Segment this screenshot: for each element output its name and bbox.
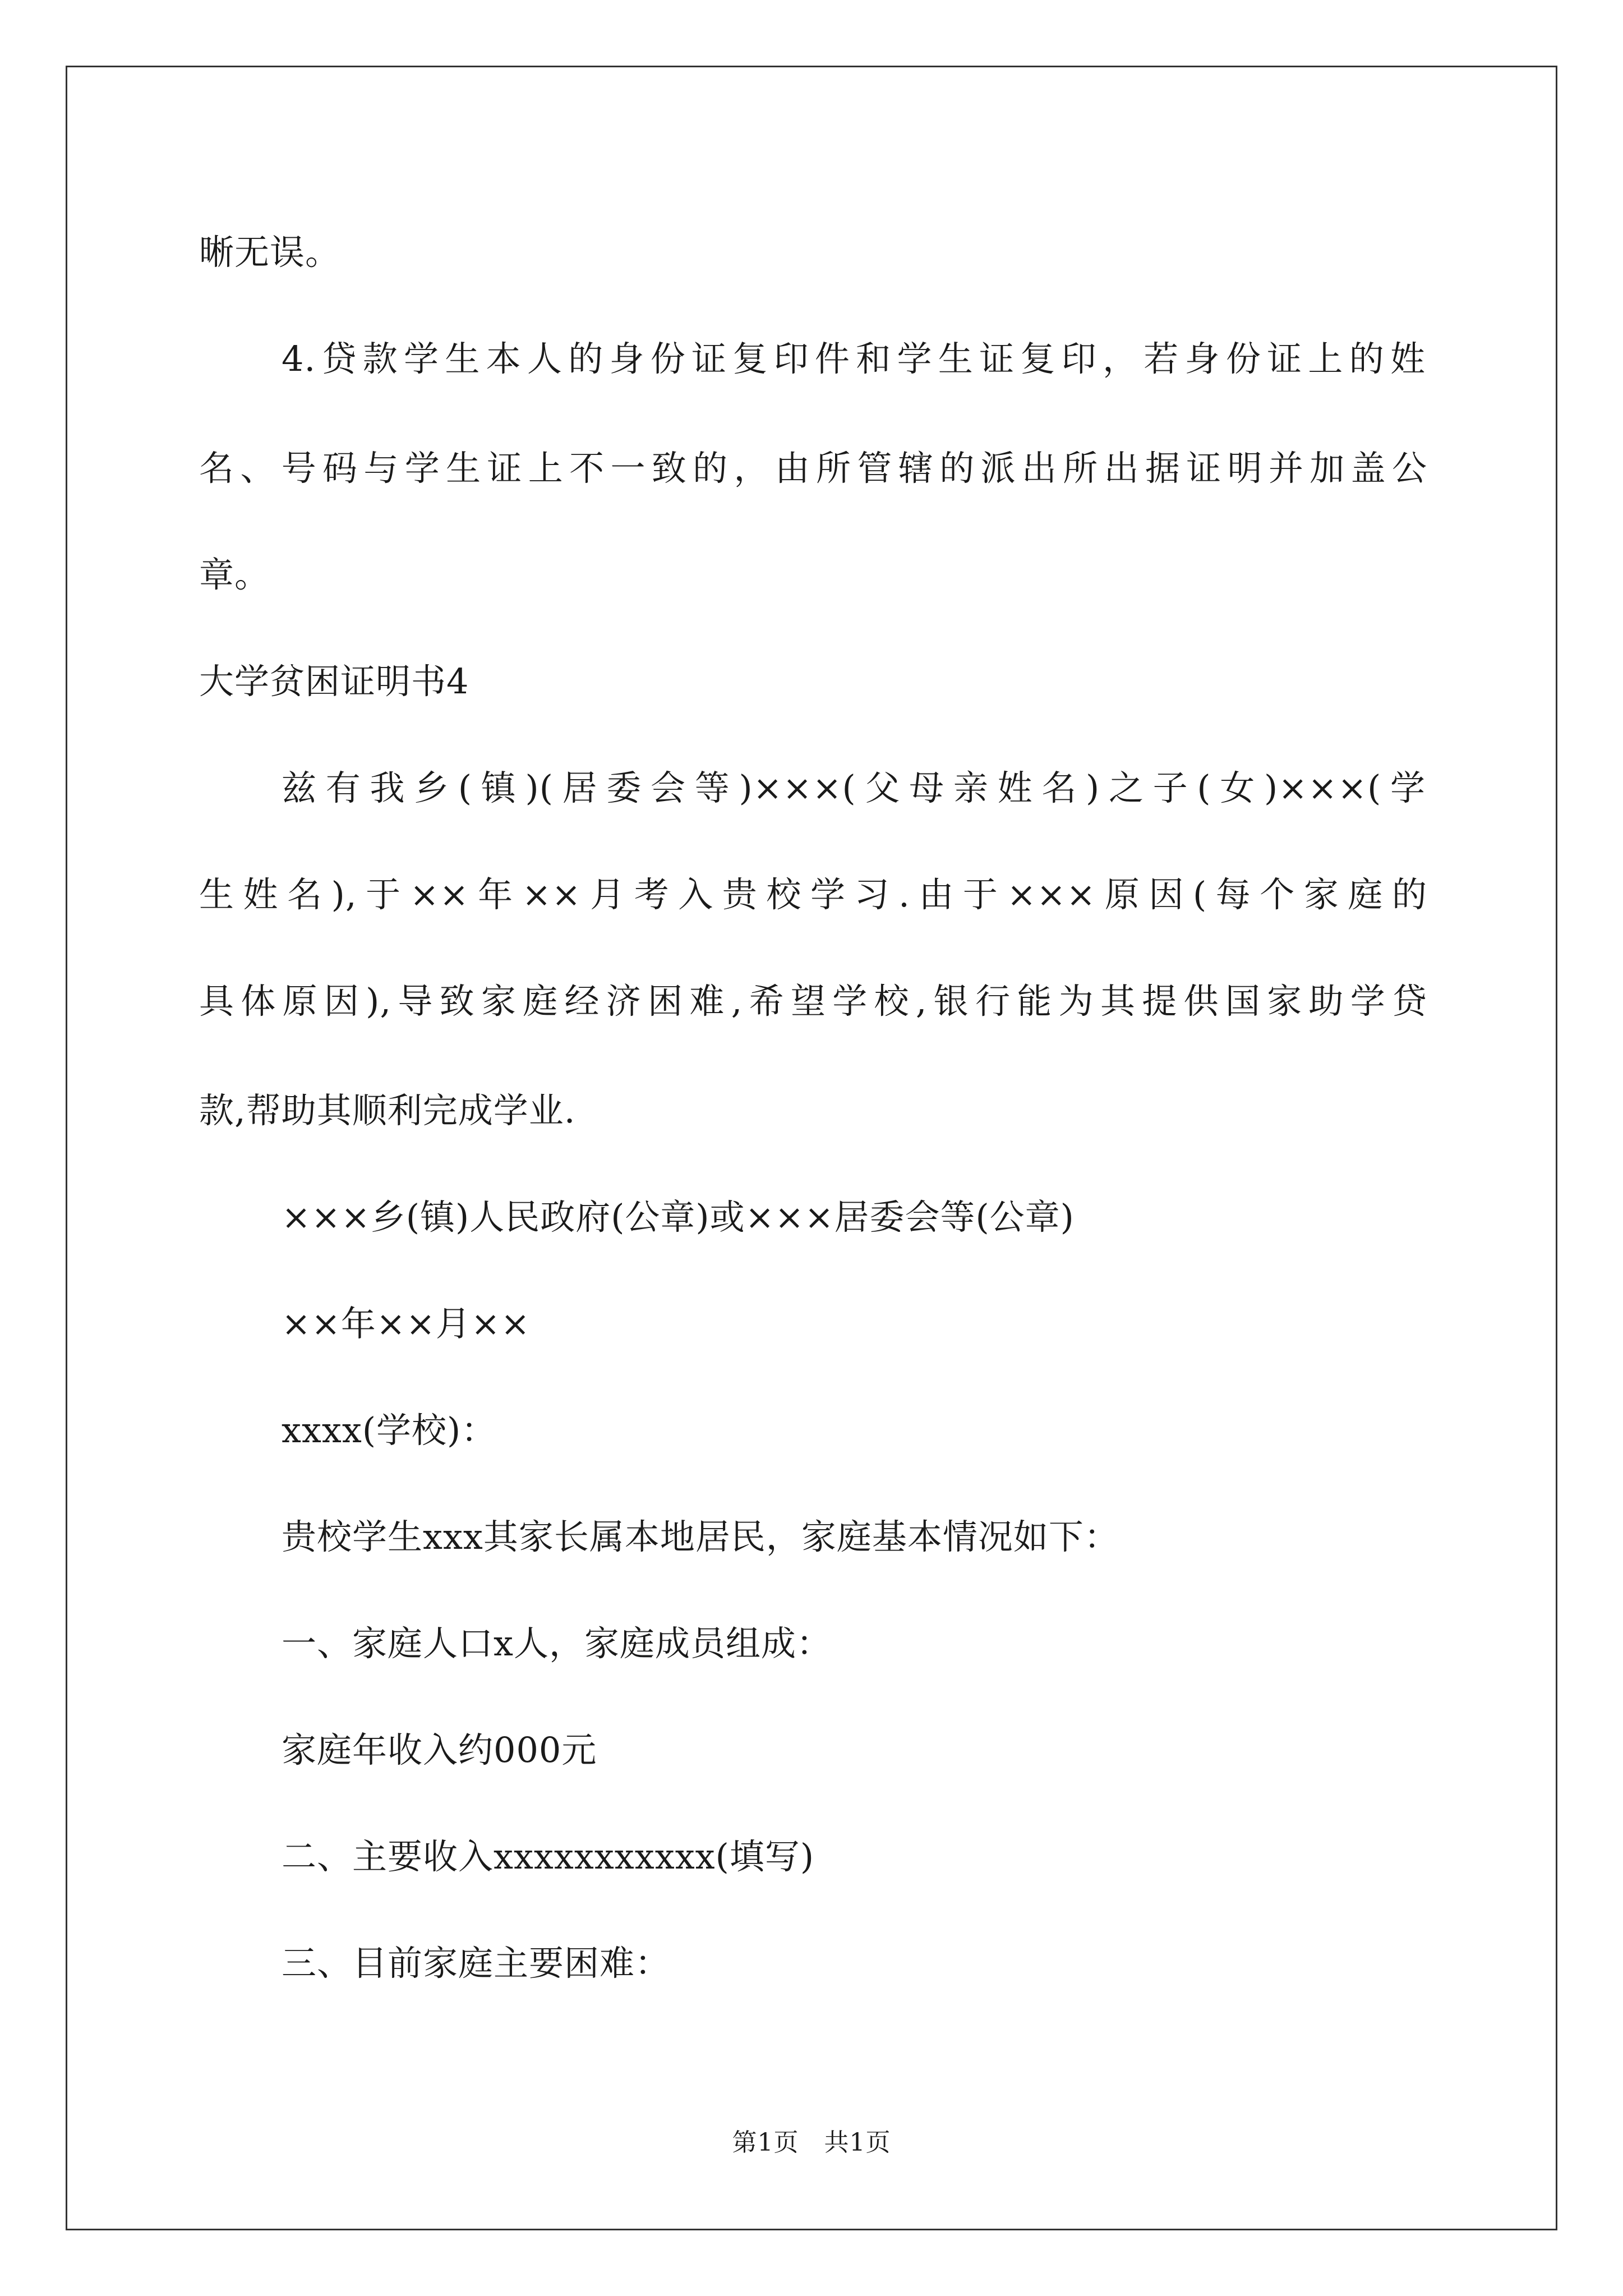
signature-line: ×××乡(镇)人民政府(公章)或×××居委会等(公章) <box>282 1197 1075 1237</box>
salutation-line: xxxx(学校)： <box>282 1410 497 1451</box>
paragraph-line: 一、家庭人口x人，家庭成员组成： <box>282 1623 832 1664</box>
paragraph-line: 名、号码与学生证上不一致的，由所管辖的派出所出据证明并加盖公 <box>199 448 1427 489</box>
paragraph-line: 三、目前家庭主要困难： <box>282 1943 671 1984</box>
paragraph-line: 生姓名),于××年××月考入贵校学习.由于×××原因(每个家庭的 <box>199 874 1427 915</box>
section-heading: 大学贫困证明书4 <box>199 661 469 702</box>
page-border <box>66 66 1557 2230</box>
paragraph-line: 兹有我乡(镇)(居委会等)×××(父母亲姓名)之子(女)×××(学 <box>282 767 1426 808</box>
paragraph-line: 款,帮助其顺利完成学业. <box>199 1090 576 1131</box>
paragraph-line: 具体原因),导致家庭经济困难,希望学校,银行能为其提供国家助学贷 <box>199 981 1427 1022</box>
paragraph-line: 章。 <box>199 554 270 595</box>
paragraph-line: 家庭年收入约000元 <box>282 1729 597 1770</box>
paragraph-line: 二、主要收入xxxxxxxxxxx(填写) <box>282 1836 815 1877</box>
paragraph-line: 晰无误。 <box>199 232 341 273</box>
paragraph-line: 贵校学生xxx其家长属本地居民，家庭基本情况如下： <box>282 1516 1119 1557</box>
paragraph-line: 4.贷款学生本人的身份证复印件和学生证复印，若身份证上的姓 <box>282 338 1426 379</box>
page-footer: 第1页 共1页 <box>732 2128 891 2157</box>
date-line: ××年××月×× <box>282 1303 531 1344</box>
